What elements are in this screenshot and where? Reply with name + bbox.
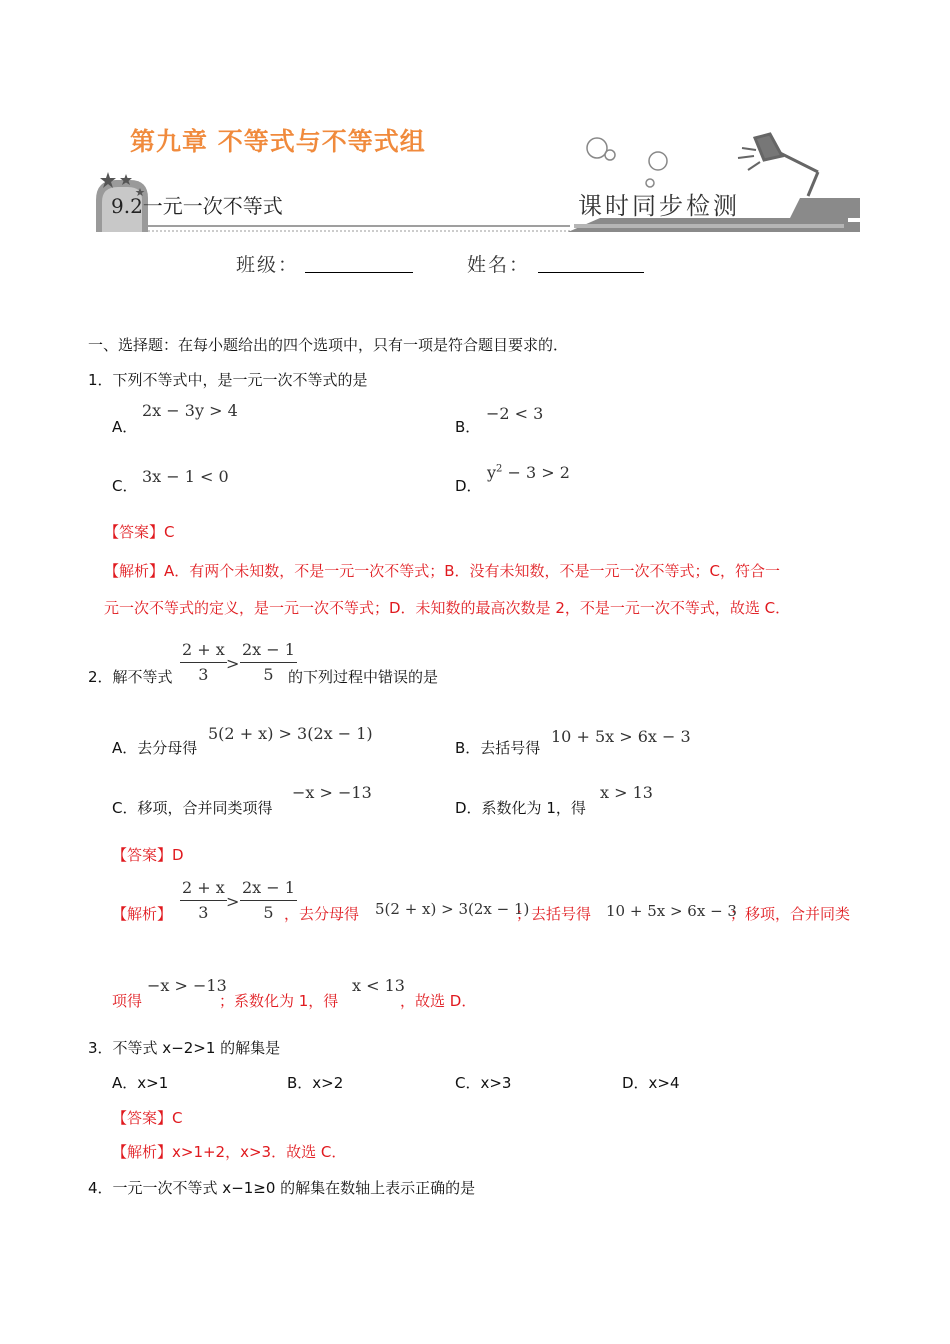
q2-analysis-gt: > <box>226 892 240 911</box>
q3-option-b: B．x>2 <box>287 1074 344 1092</box>
q2-stem-prefix: 2．解不等式 <box>88 668 173 686</box>
name-blank[interactable] <box>538 272 644 273</box>
q2-analysis-seg-2: ；去括号得 <box>516 905 592 923</box>
section-heading: 一、选择题：在每小题给出的四个选项中，只有一项是符合题目要求的． <box>88 336 569 354</box>
q2-analysis-expr-4: x < 13 <box>352 976 405 995</box>
q2-analysis-seg-3: ；移项，合并同类 <box>730 905 851 923</box>
q1-analysis-line-2: 元一次不等式的定义，是一元一次不等式；D．未知数的最高次数是 2，不是一元一次不等式，故选 C． <box>104 599 791 617</box>
chapter-title: 第九章 不等式与不等式组 <box>130 127 426 156</box>
q1-option-c-expr: 3x − 1 < 0 <box>142 467 229 486</box>
q2-analysis-seg-4: ；系数化为 1，得 <box>219 992 339 1010</box>
q2-stem-suffix: 的下列过程中错误的是 <box>288 668 439 686</box>
q2-option-a-expr: 5(2 + x) > 3(2x − 1) <box>208 724 373 743</box>
q2-option-d-text: D．系数化为 1，得 <box>455 799 586 817</box>
q2-option-c-text: C．移项，合并同类项得 <box>112 799 273 817</box>
q3-option-a: A．x>1 <box>112 1074 169 1092</box>
q2-analysis-expr-1: 5(2 + x) > 3(2x − 1) <box>375 900 530 918</box>
q3-answer: 【答案】C <box>112 1109 183 1127</box>
q2-analysis-seg-1: ，去分母得 <box>284 905 360 923</box>
q2-option-c-expr: −x > −13 <box>292 783 372 802</box>
banner-label: 课时同步检测 <box>578 192 740 220</box>
q3-option-c: C．x>3 <box>455 1074 512 1092</box>
q2-analysis-seg-5: ，故选 D． <box>400 992 477 1010</box>
q1-option-a-expr: 2x − 3y > 4 <box>142 401 238 420</box>
bubble-icon-group <box>587 138 667 187</box>
q1-option-a-label: A． <box>112 418 138 436</box>
section-title: 9.2一元一次不等式 <box>111 194 283 218</box>
q2-analysis-expr-2: 10 + 5x > 6x − 3 <box>606 902 737 920</box>
q2-option-a-text: A．去分母得 <box>112 739 198 757</box>
q2-answer: 【答案】D <box>112 846 184 864</box>
q1-stem: 1．下列不等式中，是一元一次不等式的是 <box>88 371 368 389</box>
q2-gt-sign: > <box>226 654 240 673</box>
q2-fraction-left: 2 + x 3 <box>182 640 225 684</box>
q3-stem: 3．不等式 x−2>1 的解集是 <box>88 1039 281 1057</box>
q4-stem: 4．一元一次不等式 x−1≥0 的解集在数轴上表示正确的是 <box>88 1179 476 1197</box>
q2-option-b-expr: 10 + 5x > 6x − 3 <box>551 727 691 746</box>
q2-analysis-expr-3: −x > −13 <box>147 976 227 995</box>
name-label: 姓名： <box>467 254 531 276</box>
q1-option-b-expr: −2 < 3 <box>486 404 544 423</box>
q2-option-b-text: B．去括号得 <box>455 739 541 757</box>
q2-analysis-fraction-left: 2 + x 3 <box>182 878 225 922</box>
q2-fraction-right: 2x − 1 5 <box>242 640 295 684</box>
class-label: 班级： <box>236 254 300 276</box>
q1-option-b-label: B． <box>455 418 481 436</box>
q2-analysis-label: 【解析】 <box>112 905 173 923</box>
q1-analysis-line-1: 【解析】A．有两个未知数，不是一元一次不等式；B．没有未知数，不是一元一次不等式；C，符合一 <box>104 562 781 580</box>
desk-lamp-icon <box>738 134 818 196</box>
q3-option-d: D．x>4 <box>622 1074 680 1092</box>
q2-option-d-expr: x > 13 <box>600 783 653 802</box>
q1-option-d-label: D． <box>455 477 482 495</box>
q1-option-c-label: C． <box>112 477 138 495</box>
q3-analysis: 【解析】x>1+2，x>3．故选 C． <box>112 1143 347 1161</box>
q1-answer: 【答案】C <box>104 523 175 541</box>
q2-analysis-line2-prefix: 项得 <box>112 992 143 1010</box>
q1-option-d-expr: $y^2 - 3 > 2$ <box>487 463 570 482</box>
q2-analysis-fraction-right: 2x − 1 5 <box>242 878 295 922</box>
class-blank[interactable] <box>305 272 413 273</box>
